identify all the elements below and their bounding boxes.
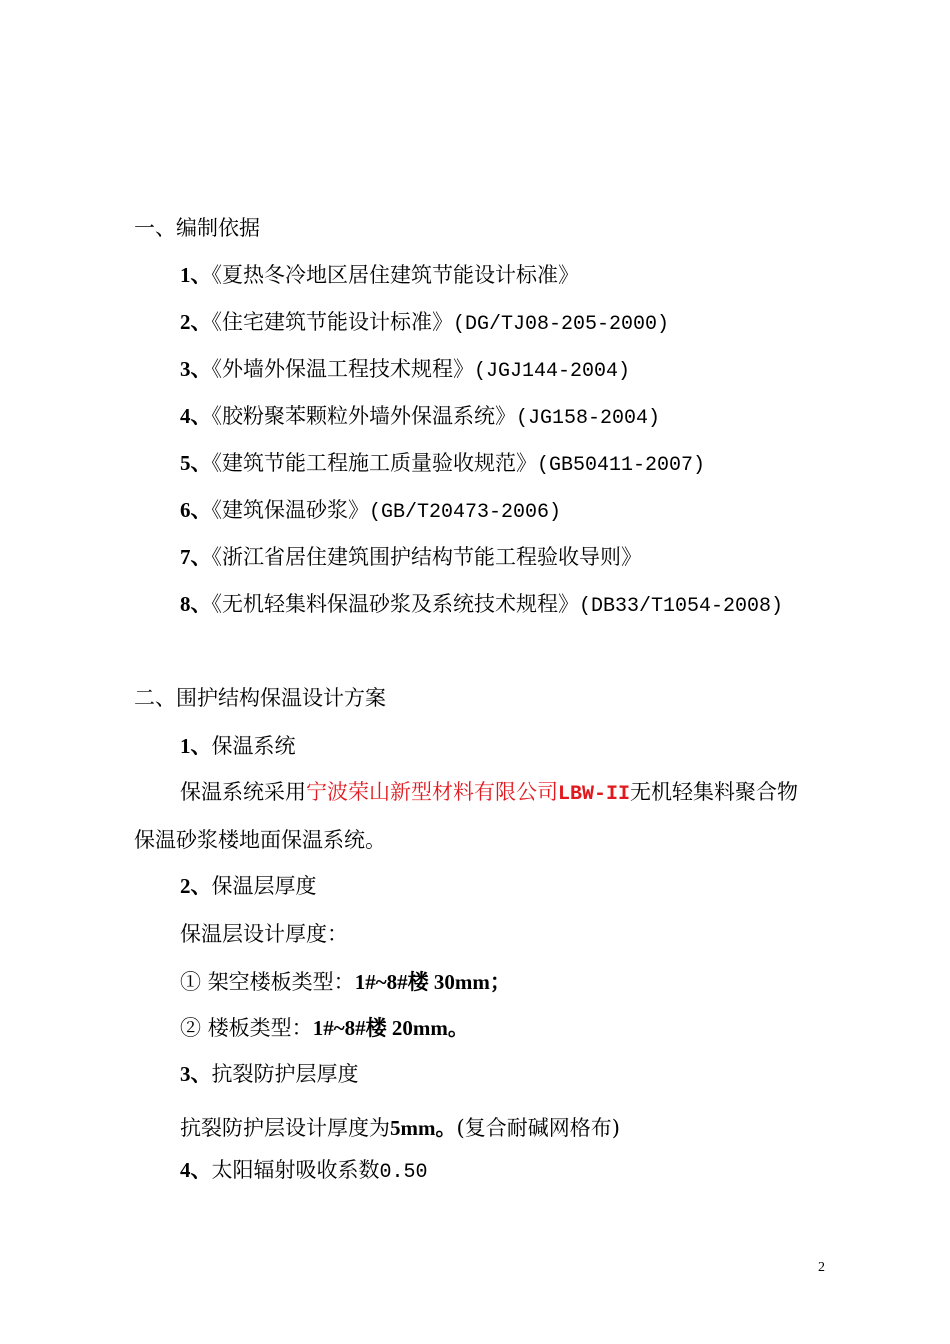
- subsection-2-heading: [180, 872, 317, 900]
- reference-number: 8、: [180, 592, 212, 616]
- item-label: 楼板类型：: [207, 1016, 313, 1040]
- item-label: 架空楼板类型：: [207, 970, 355, 994]
- subsection-1-title: 保温系统: [211, 734, 296, 758]
- paragraph-text: 保温系统采用: [180, 780, 306, 804]
- reference-item: [180, 496, 561, 527]
- thickness-item-2: [180, 1014, 469, 1042]
- reference-title: 《外墙外保温工程技术规程》: [211, 357, 474, 381]
- reference-item: [180, 355, 630, 386]
- thickness-value: 5mm。: [390, 1116, 457, 1140]
- subsection-1-heading: [180, 732, 296, 760]
- reference-item: [180, 402, 660, 433]
- reference-number: 6、: [180, 498, 212, 522]
- reference-title: 《胶粉聚苯颗粒外墙外保温系统》: [211, 404, 516, 428]
- page-number: 2: [818, 1260, 825, 1275]
- circle-2-marker: ②: [180, 1016, 201, 1040]
- paragraph-note: (复合耐碱网格布): [456, 1116, 620, 1140]
- anti-crack-paragraph: [180, 1114, 620, 1142]
- subsection-3-heading: [180, 1060, 359, 1088]
- reference-item: [180, 261, 579, 289]
- subsection-4-title: 太阳辐射吸收系数: [211, 1158, 380, 1182]
- subsection-3-number: 3、: [180, 1062, 212, 1086]
- reference-code: (DB33/T1054-2008): [579, 595, 784, 618]
- reference-item: [180, 449, 705, 480]
- reference-title: 《住宅建筑节能设计标准》: [211, 310, 453, 334]
- item-value: 1#~8#楼 20mm。: [312, 1016, 469, 1040]
- thickness-item-1: [180, 968, 511, 996]
- reference-title: 《建筑节能工程施工质量验收规范》: [211, 451, 537, 475]
- company-name: 宁波荣山新型材料有限公司: [306, 780, 558, 804]
- paragraph-text: 抗裂防护层设计厚度为: [180, 1116, 390, 1140]
- reference-number: 7、: [180, 545, 212, 569]
- reference-code: (DG/TJ08-205-2000): [453, 313, 670, 336]
- reference-code: (GB50411-2007): [537, 454, 706, 477]
- reference-number: 5、: [180, 451, 212, 475]
- product-code: LBW-II: [558, 783, 631, 806]
- reference-title: 《无机轻集料保温砂浆及系统技术规程》: [211, 592, 579, 616]
- reference-item: [180, 308, 669, 339]
- reference-code: (JGJ144-2004): [474, 360, 631, 383]
- subsection-4-heading: [180, 1156, 428, 1187]
- insulation-system-paragraph-line-2: 保温砂浆楼地面保温系统。: [134, 828, 386, 852]
- reference-number: 4、: [180, 404, 212, 428]
- subsection-2-title: 保温层厚度: [211, 874, 317, 898]
- section-2-title: 二、围护结构保温设计方案: [134, 686, 386, 710]
- reference-item: [180, 590, 783, 621]
- subsection-3-title: 抗裂防护层厚度: [211, 1062, 359, 1086]
- item-value: 1#~8#楼 30mm；: [354, 970, 511, 994]
- reference-code: (JG158-2004): [516, 407, 661, 430]
- reference-number: 2、: [180, 310, 212, 334]
- reference-code: (GB/T20473-2006): [369, 501, 562, 524]
- reference-number: 1、: [180, 263, 212, 287]
- subsection-4-number: 4、: [180, 1158, 212, 1182]
- insulation-system-paragraph-line-1: [180, 778, 798, 809]
- thickness-label: 保温层设计厚度：: [180, 922, 348, 946]
- absorption-coefficient-value: 0.50: [379, 1161, 428, 1184]
- reference-title: 《浙江省居住建筑围护结构节能工程验收导则》: [211, 545, 642, 569]
- circle-1-marker: ①: [180, 970, 201, 994]
- reference-item: [180, 543, 642, 571]
- reference-number: 3、: [180, 357, 212, 381]
- subsection-2-number: 2、: [180, 874, 212, 898]
- section-1-title: 一、编制依据: [134, 216, 260, 240]
- reference-title: 《建筑保温砂浆》: [211, 498, 369, 522]
- reference-title: 《夏热冬冷地区居住建筑节能设计标准》: [211, 263, 579, 287]
- subsection-1-number: 1、: [180, 734, 212, 758]
- paragraph-text: 无机轻集料聚合物: [630, 780, 799, 804]
